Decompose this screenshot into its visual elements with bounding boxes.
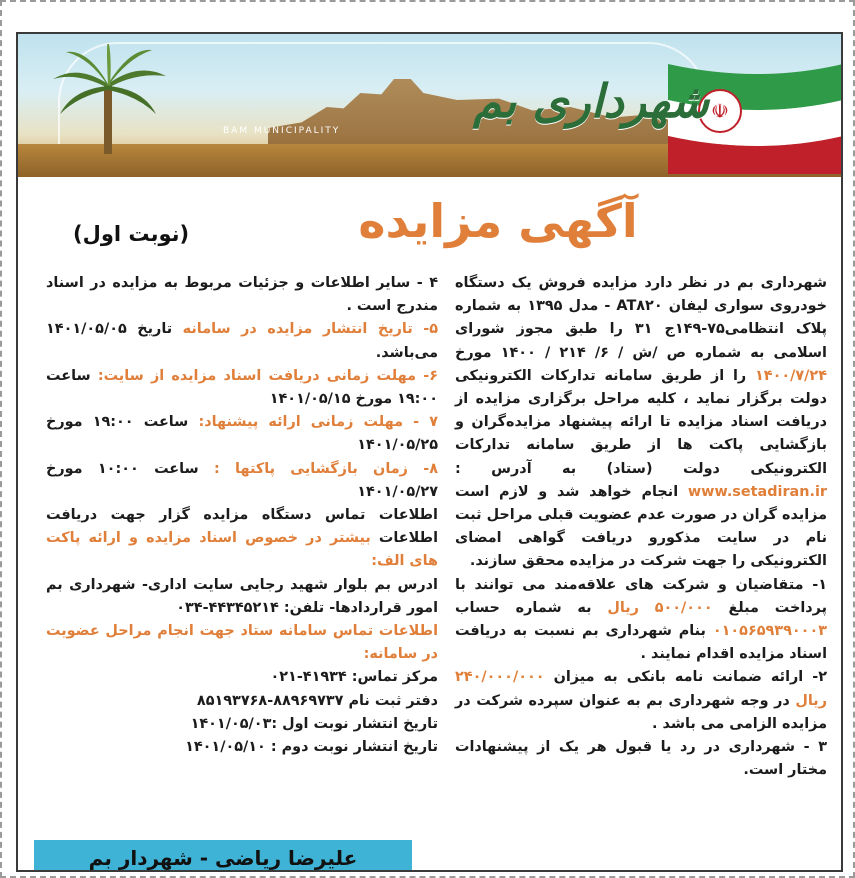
contact-intro: اطلاعات تماس دستگاه مزایده گزار جهت دریافت اطلاعات (46, 507, 439, 547)
intro-text-continued: را از طریق سامانه تدارکات الکترونیکی دولت برگزار نماید ، کلیه مراحل برگزاری مزایده از دریافت اسناد مزایده تا ارائه پیشنهاد مزایده‌گران و بازگشایی پاکت ها از طریق سامانه تدارکات الکترونیکی دولت (ستاد) به آدرس : (455, 367, 827, 477)
contact-address: ادرس بم بلوار شهید رجایی سایت اداری- شهرداری بم امور قراردادها- تلفن: ۴۴۳۴۵۲۱۴-۰۳۴ (46, 576, 438, 616)
left-column (46, 272, 438, 759)
condition-item-2 (455, 666, 827, 736)
item6-label: ۶- مهلت زمانی دریافت اسناد مزایده از سایت: (97, 367, 438, 384)
intro-text-end: انجام خواهد شد و لازم است مزایده گران در صورت عدم عضویت قبلی مراحل ثبت نام در سایت مذکورو دریافت گواهی امضای الکترونیکی را جهت شرکت در مزایده محقق سازند. (455, 483, 827, 570)
item7-label: ۷ - مهلت زمانی ارائه پیشنهاد: (198, 414, 438, 431)
signature-box: علیرضا ریاضی - شهردار بم (34, 840, 412, 872)
intro-text: شهرداری بم در نظر دارد مزایده فروش یک دستگاه خودروی سواری لیفان AT۸۲۰ - مدل ۱۳۹۵ به شماره پلاک انتظامی۷۵-۱۴۹ج ۳۱ را طبق مجوز شورای اسلامی به شماره ص /ش / ۶/ ۲۱۴ / ۱۴۰۰ مورخ (455, 275, 827, 361)
condition-item-5 (46, 318, 438, 364)
item1-amount: ۵۰۰/۰۰۰ ریال (607, 599, 713, 616)
item7-value: ساعت ۱۹:۰۰ مورخ ۱۴۰۱/۰۵/۲۵ (46, 414, 438, 454)
iran-emblem-icon: ☫ (698, 89, 742, 133)
item2-text: ۲- ارائه ضمانت نامه بانکی به میزان (553, 669, 828, 686)
condition-item-7 (46, 411, 438, 457)
item2-text-b: در وجه شهرداری بم به عنوان سپرده شرکت در مزایده الزامی می باشد . (455, 692, 827, 732)
municipality-logo: شهرداری بم (473, 74, 710, 128)
condition-item-8 (46, 458, 438, 504)
palm-tree-icon (48, 44, 168, 154)
setad-website-link[interactable]: www.setadiran.ir (687, 483, 827, 500)
item1-text-b: به شماره حساب (455, 599, 592, 616)
latin-caption: BAM MUNICIPALITY (223, 126, 341, 136)
item1-text: ۱- متقاضیان و شرکت های علاقه‌مند می توانند با پرداخت مبلغ (455, 576, 827, 616)
item8-value: ساعت ۱۰:۰۰ مورخ ۱۴۰۱/۰۵/۲۷ (46, 460, 438, 500)
setad-contact-heading: اطلاعات تماس سامانه ستاد جهت انجام مراحل عضویت در سامانه: (46, 623, 438, 663)
first-publication-date: تاریخ انتشار نوبت اول :۱۴۰۱/۰۵/۰۳ (190, 715, 438, 732)
intro-date: ۱۴۰۰/۷/۲۴ (755, 367, 827, 384)
contact-section (46, 504, 438, 574)
item5-label: ۵- تاریخ انتشار مزایده در سامانه (182, 321, 438, 338)
guarantee-amount: ۲۴۰/۰۰۰/۰۰۰ ریال (455, 669, 827, 709)
bank-account-number: ۰۱۰۵۶۵۹۳۹۰۰۰۳ (712, 623, 828, 640)
publication-round: (نوبت اول) (73, 222, 190, 246)
intro-paragraph (455, 272, 827, 574)
call-center: مرکز تماس: ۴۱۹۳۴-۰۲۱ (270, 669, 438, 686)
item8-label: ۸- زمان بازگشایی پاکتها : (214, 460, 438, 477)
item5-value: تاریخ ۱۴۰۱/۰۵/۰۵ می‌باشد. (46, 321, 438, 361)
condition-item-3: ۳ - شهرداری در رد یا قبول هر یک از پیشنهادات مختار است. (455, 739, 827, 779)
page-title: آگهی مزایده (358, 194, 638, 248)
right-column (455, 272, 827, 782)
header-banner (18, 34, 841, 177)
second-publication-date: تاریخ انتشار نوبت دوم : ۱۴۰۱/۰۵/۱۰ (185, 739, 438, 756)
item1-text-c: بنام شهرداری بم نسبت به دریافت اسناد مزایده اقدام نمایند . (455, 623, 827, 663)
registry-office: دفتر ثبت نام ۸۸۹۶۹۷۳۷-۸۵۱۹۳۷۶۸ (196, 692, 438, 709)
condition-item-4: ۴ - سایر اطلاعات و جزئیات مربوط به مزایده در اسناد مندرج است . (46, 275, 438, 315)
condition-item-6 (46, 365, 438, 411)
contact-heading: بیشتر در خصوص اسناد مزایده و ارائه پاکت های الف: (46, 530, 438, 570)
advertisement-frame (16, 32, 843, 872)
condition-item-1 (455, 574, 827, 667)
item6-value: ساعت ۱۹:۰۰ مورخ ۱۴۰۱/۰۵/۱۵ (46, 367, 438, 408)
